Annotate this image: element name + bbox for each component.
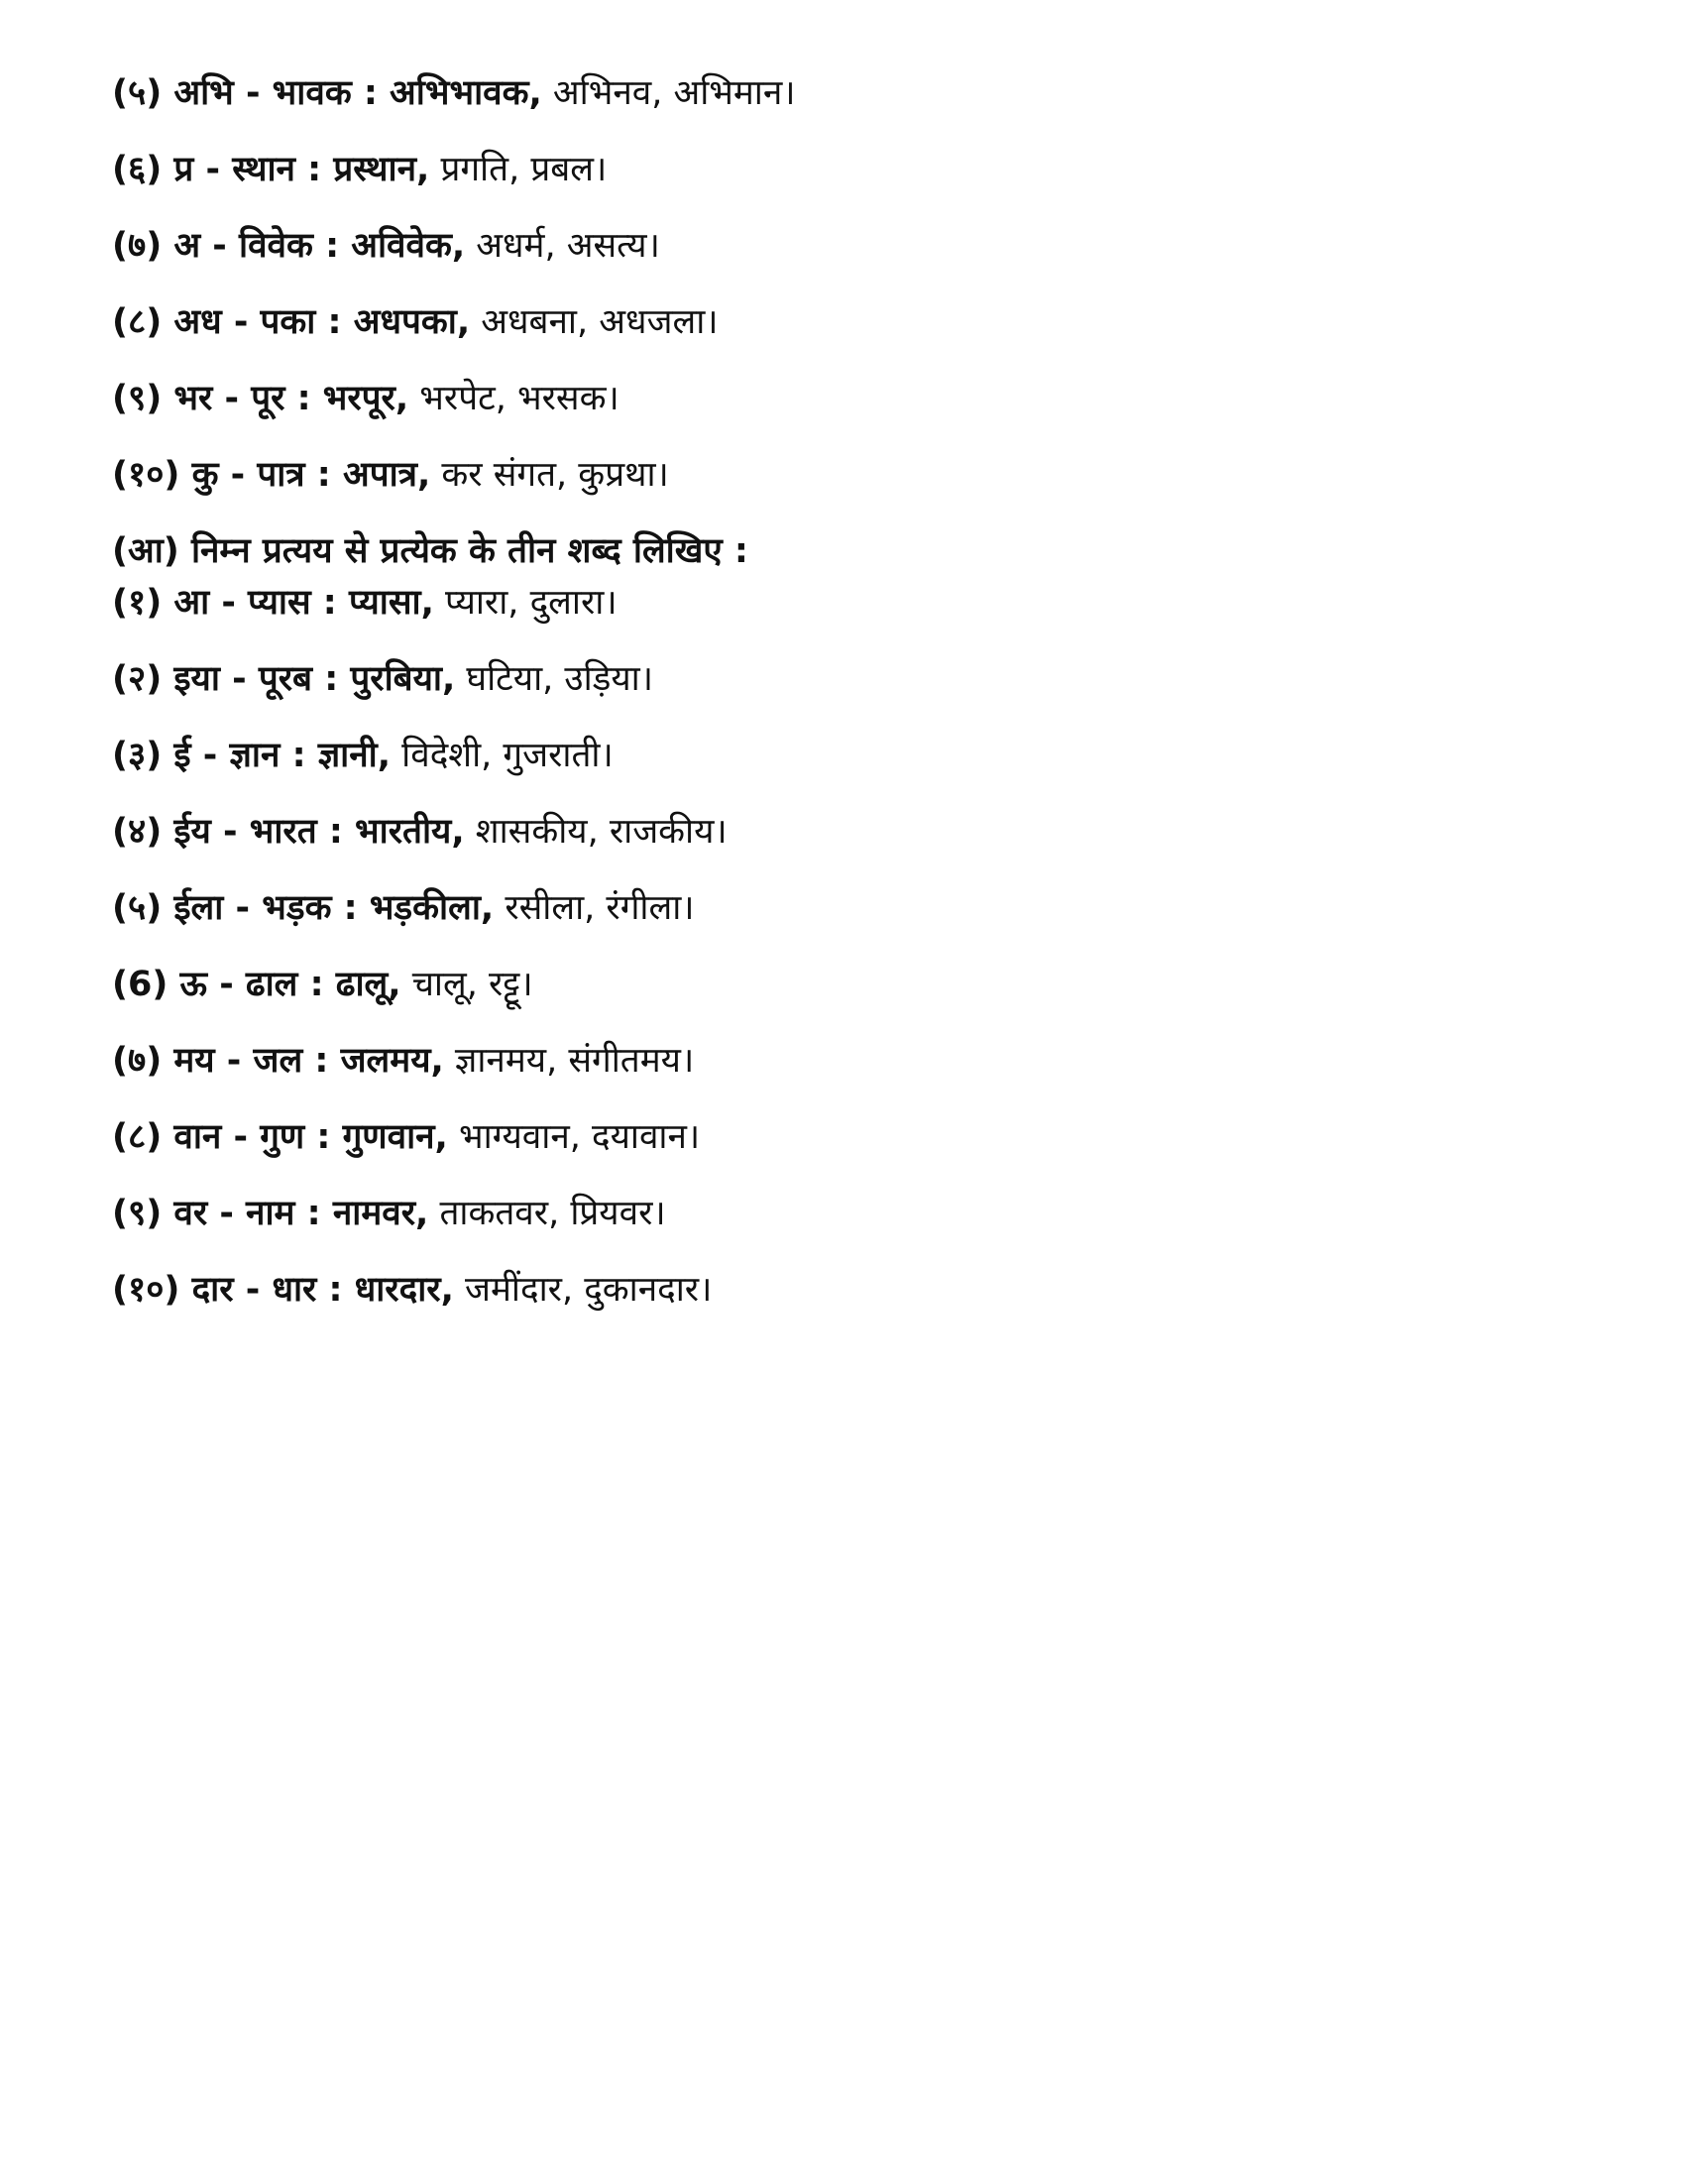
entry-examples: अधबना, अधजला।	[470, 302, 719, 342]
entry-label: (८) वान - गुण : गुणवान,	[112, 1117, 448, 1157]
entry-examples: प्रगति, प्रबल।	[429, 150, 608, 189]
pratyay-entry-2	[112, 655, 1599, 703]
pratyay-entry-9	[112, 1190, 1599, 1237]
upasarga-entry-10	[112, 451, 1599, 499]
entry-label: (५) ईला - भड़क : भड़कीला,	[112, 888, 495, 928]
entry-label: (६) प्र - स्थान : प्रस्थान,	[112, 150, 430, 189]
entry-label: (१०) कु - पात्र : अपात्र,	[112, 455, 431, 495]
entry-examples: रसीला, रंगीला।	[494, 888, 695, 928]
pratyay-entry-10	[112, 1266, 1599, 1314]
pratyay-entry-3	[112, 732, 1599, 779]
upasarga-entry-6	[112, 146, 1599, 193]
pratyay-entry-6	[112, 961, 1599, 1008]
upasarga-entry-8	[112, 298, 1599, 346]
pratyay-entry-4	[112, 808, 1599, 856]
entry-examples: चालू, रट्टू।	[400, 965, 533, 1004]
entry-examples: प्यारा, दुलारा।	[433, 583, 618, 623]
section-heading: (आ) निम्न प्रत्यय से प्रत्येक के तीन शब्द लिखिए :	[112, 531, 748, 571]
entry-examples: घटिया, उड़िया।	[455, 659, 654, 699]
entry-examples: विदेशी, गुजराती।	[391, 736, 614, 775]
entry-label: (२) इया - पूरब : पुरबिया,	[112, 659, 456, 699]
entry-label: (९) भर - पूर : भरपूर,	[112, 379, 409, 418]
entry-examples: भरपेट, भरसक।	[408, 379, 619, 418]
entry-label: (७) मय - जल : जलमय,	[112, 1041, 444, 1081]
upasarga-entry-5	[112, 69, 1599, 117]
pratyay-entry-8	[112, 1113, 1599, 1161]
upasarga-entry-9	[112, 375, 1599, 422]
entry-examples: कर संगत, कुप्रथा।	[430, 455, 669, 495]
entry-examples: भाग्यवान, दयावान।	[447, 1117, 701, 1157]
entry-examples: अभिनव, अभिमान।	[541, 73, 796, 113]
entry-label: (१०) दार - धार : धारदार,	[112, 1270, 454, 1310]
entry-label: (१) आ - प्यास : प्यासा,	[112, 583, 434, 623]
entry-examples: जमींदार, दुकानदार।	[453, 1270, 713, 1310]
pratyay-entry-1	[112, 579, 1599, 627]
entry-label: (४) ईय - भारत : भारतीय,	[112, 812, 465, 852]
entry-label: (८) अध - पका : अधपका,	[112, 302, 471, 342]
entry-examples: शासकीय, राजकीय।	[464, 812, 728, 852]
upasarga-entry-7	[112, 222, 1599, 270]
pratyay-entry-7	[112, 1037, 1599, 1085]
entry-label: (९) वर - नाम : नामवर,	[112, 1194, 429, 1233]
document-page	[112, 69, 1599, 1342]
entry-examples: ज्ञानमय, संगीतमय।	[443, 1041, 695, 1081]
entry-examples: अधर्म, असत्य।	[465, 226, 660, 266]
pratyay-entry-5	[112, 884, 1599, 932]
entry-label: (५) अभि - भावक : अभिभावक,	[112, 73, 542, 113]
entry-label: (३) ई - ज्ञान : ज्ञानी,	[112, 736, 392, 775]
entry-label: (७) अ - विवेक : अविवेक,	[112, 226, 466, 266]
entry-examples: ताकतवर, प्रियवर।	[428, 1194, 666, 1233]
entry-label: (6) ऊ - ढाल : ढालू,	[112, 965, 401, 1004]
